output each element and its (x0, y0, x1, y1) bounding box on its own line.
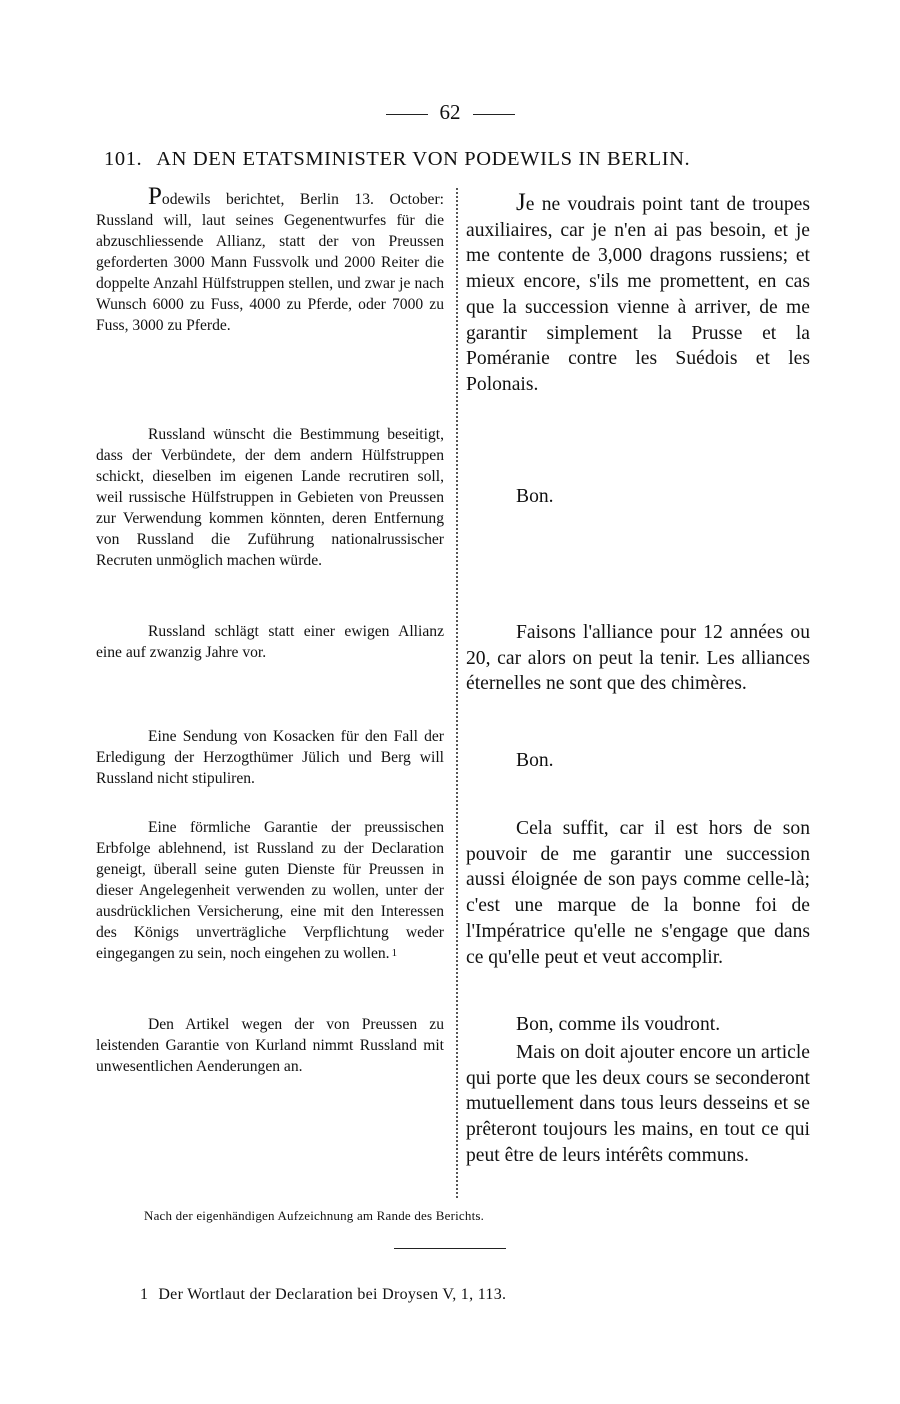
footnote-rule (394, 1248, 506, 1249)
page-number-rule-right (473, 114, 515, 115)
right-paragraph-5-text: Cela suffit, car il est hors de son pouvoir de me garantir une succession aussi éloignée de son pays comme celle-là; c'est une marque de la bonne foi de l'Impératrice qu'elle ne s'engage que dans ce qu'elle peut et veut accomplir. (466, 818, 810, 968)
left-paragraph-4-text: Eine Sendung von Kosacken für den Fall der Erledigung der Herzogthümer Jülich und Berg will Russland nicht stipuliren. (96, 728, 444, 787)
right-paragraph-5 (466, 816, 810, 970)
page-number-rule-left (386, 114, 428, 115)
page-number-text: 62 (439, 100, 461, 124)
page-number (0, 100, 900, 125)
right-paragraph-2 (466, 484, 810, 510)
right-paragraph-2-text: Bon. (516, 486, 554, 507)
left-paragraph-2 (96, 424, 444, 571)
right-paragraph-4 (466, 748, 810, 774)
source-note: Nach der eigenhändigen Aufzeichnung am Rande des Berichts. (144, 1208, 485, 1223)
left-paragraph-1 (96, 183, 444, 336)
right-paragraph-3 (466, 620, 810, 697)
left-paragraph-2-text: Russland wünscht die Bestimmung beseitigt, dass der Verbündete, der dem andern Hülfstruppen schickt, dieselben im eigenen Lande recrutiren soll, weil russische Hülfstruppen in Gebieten von Preussen zur Verwendung kommen könnten, deren Entfernung von Russland die Zuführung nationalrussischer Recruten unmöglich machen würde. (96, 426, 444, 569)
footnote (140, 1286, 506, 1304)
letter-heading: AN DEN ETATSMINISTER VON PODEWILS IN BERLIN. (156, 148, 691, 170)
left-paragraph-5 (96, 817, 444, 964)
letter-number: 101. (104, 148, 143, 170)
footnote-mark: 1 (140, 1286, 149, 1303)
left-paragraph-5-text: Eine förmliche Garantie der preussischen Erbfolge ablehnend, ist Russland zu der Declaration geneigt, überall seine guten Dienste für Preussen in dieser Angelegenheit verwenden zu wollen, unter der ausdrücklichen Versicherung, eine mit den Interessen des Königs unverträgliche Verpflichtung weder eingegangen zu sein, noch eingehen zu wollen. (96, 819, 444, 962)
footnote-text: Der Wortlaut der Declaration bei Droysen V, 1, 113. (158, 1286, 507, 1303)
dropcap-left: P (148, 183, 162, 210)
left-paragraph-4 (96, 726, 444, 789)
right-paragraph-7-text: Mais on doit ajouter encore un article qui porte que les deux cours se seconderont mutuellement dans tous leurs desseins et se prêteront toujours les mains, en tout ce qui peut être de leurs intérêts communs. (466, 1042, 810, 1166)
dropcap-right: J (516, 189, 526, 216)
right-paragraph-3-text: Faisons l'alliance pour 12 années ou 20, car alors on peut la tenir. Les alliances éternelles ne sont que des chimères. (466, 622, 810, 695)
left-paragraph-3-text: Russland schlägt statt einer ewigen Allianz eine auf zwanzig Jahre vor. (96, 623, 444, 661)
right-paragraph-7 (466, 1040, 810, 1169)
left-paragraph-3 (96, 621, 444, 663)
footnote-reference: 1 (391, 947, 398, 959)
right-paragraph-6 (466, 1012, 810, 1038)
right-paragraph-1-text: e ne voudrais point tant de troupes auxiliaires, car je n'en ai pas besoin, et je me contente de 3,000 dragons russiens; et mieux encore, s'ils me promettent, en cas que la succession vienne à arriver, de me garantir simplement la Prusse et la Poméranie contre les Suédois et les Polonais. (466, 194, 810, 395)
left-paragraph-6-text: Den Artikel wegen der von Preussen zu leistenden Garantie von Kurland nimmt Russland mit unwesentlichen Aenderungen an. (96, 1016, 444, 1075)
left-paragraph-1-text: odewils berichtet, Berlin 13. October: Russland will, laut seines Gegenentwurfes für die abzuschliessende Allianz, statt der von Preussen geforderten 3000 Mann Fussvolk und 2000 Reiter die doppelte Anzahl Hülfstruppen stellen, und zwar je nach Wunsch 6000 zu Fuss, 4000 zu Pferde, oder 7000 zu Fuss, 3000 zu Pferde. (96, 191, 444, 334)
left-paragraph-6 (96, 1014, 444, 1077)
right-paragraph-1 (466, 190, 810, 398)
right-paragraph-6-text: Bon, comme ils voudront. (516, 1014, 721, 1035)
column-divider (456, 188, 458, 1198)
letter-title (104, 148, 816, 171)
right-paragraph-4-text: Bon. (516, 750, 554, 771)
